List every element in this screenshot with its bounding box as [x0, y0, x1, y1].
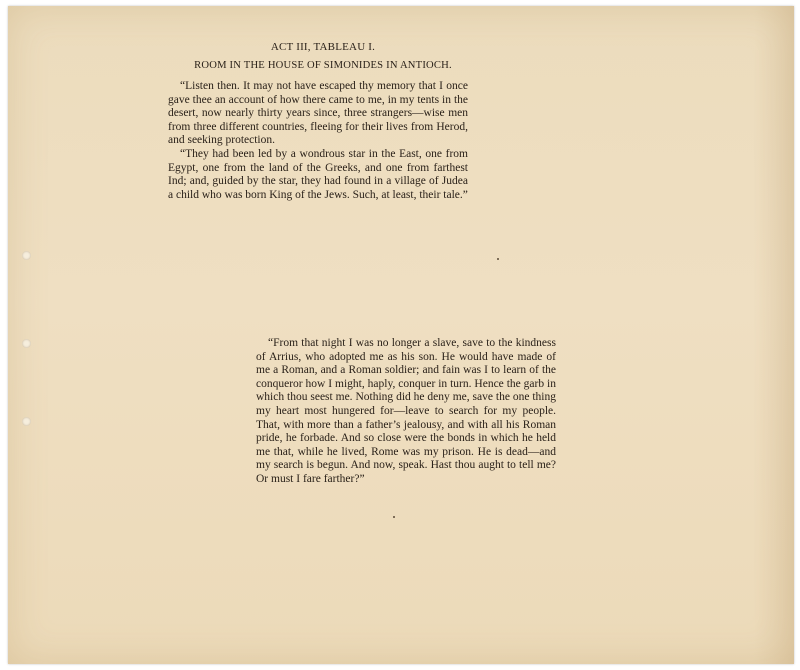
passage-lower: [256, 337, 556, 487]
binder-hole-top: [22, 251, 31, 260]
paper-speck: [393, 516, 395, 518]
paragraph-arrius: “From that night I was no longer a slave, save to the kindness of Arrius, who adopted me as his son. He would have made of me a Roman, and a Roman soldier; and fain was I to learn of the conqueror how I might, haply, conquer in turn. Hence the garb in which thou seest me. Nothing did he deny me, save the one thing my heart most hungered for—leave to search for my people. That, with more than a father’s jealousy, and with all his Roman pride, he forbade. And so close were the bonds in which he held me that, while he lived, Rome was my prison. He is dead—and my search is begun. And now, speak. Hast thou aught to tell me? Or must I fare farther?”: [256, 337, 556, 485]
binder-hole-middle: [22, 339, 31, 348]
binder-hole-bottom: [22, 417, 31, 426]
passage-upper: [168, 80, 468, 202]
paper-speck: [497, 258, 499, 260]
paragraph-listen: “Listen then. It may not have escaped thy memory that I once gave thee an account of how there came to me, in my tents in the desert, now nearly thirty years since, three strangers—wise men from three different countries, fleeing for their lives from Herod, and seeking protection.: [168, 80, 468, 147]
scene-heading: ROOM IN THE HOUSE OF SIMONIDES IN ANTIOCH.: [194, 60, 452, 71]
paragraph-star: “They had been led by a wondrous star in the East, one from Egypt, one from the land of the Greeks, and one from farthest Ind; and, guided by the star, they had found in a village of Judea a child who was born King of the Jews. Such, at least, their tale.”: [168, 147, 468, 201]
act-heading: ACT III, TABLEAU I.: [270, 41, 376, 53]
